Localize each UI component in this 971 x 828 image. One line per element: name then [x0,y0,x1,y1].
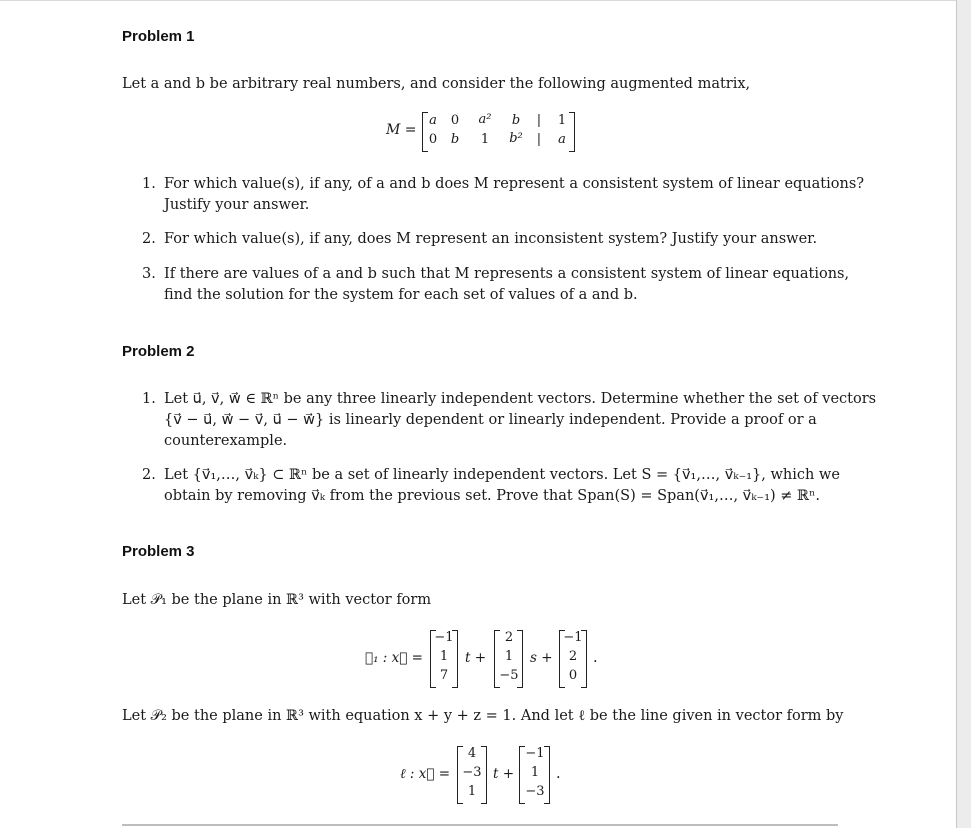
matrix-cell: b [511,113,521,128]
vector-entry: 7 [439,668,449,683]
matrix-cell: 1 [557,113,567,128]
vector-entry: 4 [467,746,477,761]
plane-p1-label: 𝒫₁ : x⃗ = [365,650,423,666]
vector-entry: −1 [525,746,545,761]
vector-entry: −5 [499,668,519,683]
vector-right-bracket [452,630,458,688]
p1-q2-number: 2. [142,231,156,247]
matrix-cell: 1 [480,132,490,147]
line-plus-t-text: t + [493,766,515,782]
augmented-matrix [426,112,572,150]
p1-plus-s-text: s + [530,650,553,666]
p1-plus-t [465,648,486,669]
p1-q3-number: 3. [142,266,156,282]
matrix-cell: a [429,113,437,128]
vector-entry: 1 [530,765,540,780]
matrix-label: M = [386,122,417,138]
vector-right-bracket [481,746,487,804]
vector-entry: 1 [439,649,449,664]
vector-entry: −3 [462,765,482,780]
problem-1-heading: Problem 1 [122,28,195,45]
p1-period: . [593,650,598,666]
problem-3-line-intro: Let 𝒫₂ be the plane in ℝ³ with equation x + y + z = 1. And let ℓ be the line given in vector form by [122,708,844,724]
p2-q2-number: 2. [142,467,156,483]
page-top-border [0,0,956,1]
p1-q3-line1: If there are values of a and b such that M represents a consistent system of linear equations, [164,266,850,282]
p2-q1-line2: {v⃗ − u⃗, w⃗ − v⃗, u⃗ − w⃗} is linearly dependent or linearly independent. Provide a proof or a [164,412,817,428]
matrix-divider: | [536,113,542,128]
problem-3-heading: Problem 3 [122,543,195,560]
problem-2-heading: Problem 2 [122,343,195,360]
problem-3-intro: Let 𝒫₁ be the plane in ℝ³ with vector form [122,592,432,608]
p1-plus-t-text: t + [465,650,487,666]
matrix-divider: | [536,132,542,147]
p2-q1-line3: counterexample. [164,433,288,449]
p1-q1-line2: Justify your answer. [164,197,310,213]
matrix-cell: b [450,132,460,147]
line-label: ℓ : x⃗ = [400,766,451,782]
vector-entry: −1 [434,630,454,645]
matrix-cell: 0 [428,132,438,147]
matrix-cell: a [558,132,566,147]
p2-q2-line2: obtain by removing v⃗ₖ from the previous set. Prove that Span(S) = Span(v⃗₁,…, v⃗ₖ₋₁) ≠ ℝⁿ. [164,488,820,504]
matrix-cell: b² [509,131,523,146]
vector-entry: 2 [568,649,578,664]
vector-entry: 1 [504,649,514,664]
vector-right-bracket [544,746,550,804]
vector-entry: 0 [568,668,578,683]
problem-1-intro: Let a and b be arbitrary real numbers, and consider the following augmented matrix, [122,76,751,92]
page-bottom-rule [122,824,838,826]
p1-plus-s [530,648,553,669]
vector-right-bracket [581,630,587,688]
p1-q1-number: 1. [142,176,156,192]
line-period: . [556,766,561,782]
p2-q2-line1: Let {v⃗₁,…, v⃗ₖ} ⊂ ℝⁿ be a set of linearly independent vectors. Let S = {v⃗₁,…, v⃗ₖ₋₁}, which we [164,467,840,483]
vector-entry: −1 [563,630,583,645]
p1-q3-line2: find the solution for the system for each set of values of a and b. [164,287,638,303]
matrix-cell: 0 [450,113,460,128]
p1-q1-line1: For which value(s), if any, of a and b does M represent a consistent system of linear equations? [164,176,865,192]
p2-q1-line1: Let u⃗, v⃗, w⃗ ∈ ℝⁿ be any three linearly independent vectors. Determine whether the set of vectors [164,391,877,407]
line-plus-t [493,764,514,785]
p1-q2-line1: For which value(s), if any, does M represent an inconsistent system? Justify your answer. [164,231,818,247]
matrix-cell: a² [478,112,492,127]
vector-entry: 1 [467,784,477,799]
p2-q1-number: 1. [142,391,156,407]
vector-right-bracket [517,630,523,688]
vector-entry: 2 [504,630,514,645]
vector-entry: −3 [525,784,545,799]
